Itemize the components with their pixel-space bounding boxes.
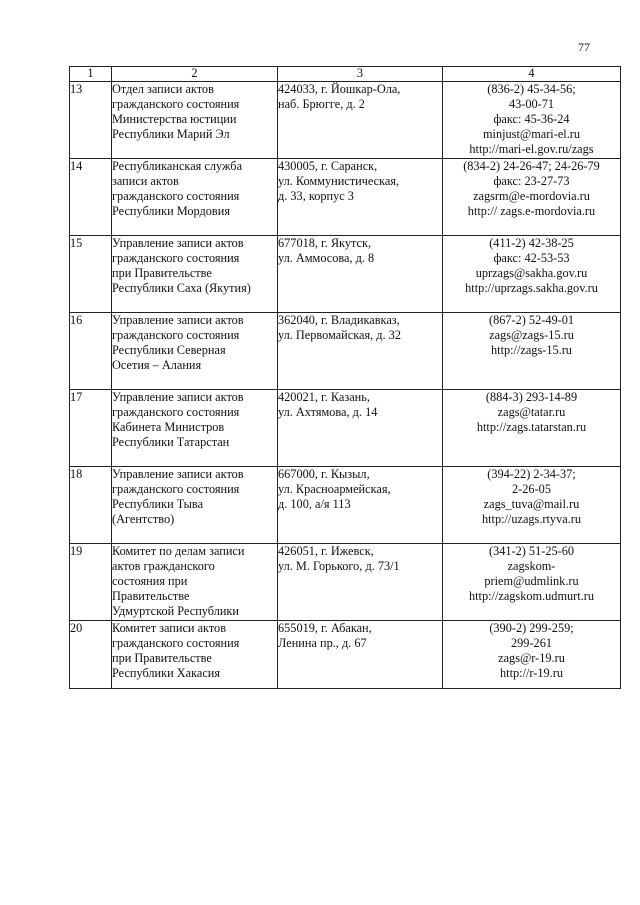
office-name-line: гражданского состояния	[112, 482, 240, 496]
row-number: 20	[70, 621, 112, 689]
contact-line: priem@udmlink.ru	[484, 574, 579, 588]
office-name-line: Республики Северная	[112, 343, 226, 357]
office-name-line: Республики Хакасия	[112, 666, 221, 680]
address-line: 420021, г. Казань,	[278, 390, 370, 404]
office-name-cell	[112, 544, 278, 621]
contact-line: факс: 42-53-53	[493, 251, 570, 265]
office-name-line: Республики Саха (Якутия)	[112, 281, 251, 295]
office-name-line: гражданского состояния	[112, 405, 240, 419]
office-name-cell	[112, 159, 278, 236]
contacts-cell	[443, 621, 621, 689]
office-name-line: Кабинета Министров	[112, 420, 225, 434]
row-number: 16	[70, 313, 112, 390]
office-name-line: Республиканская служба	[112, 159, 243, 173]
office-name-line: Управление записи актов	[112, 236, 244, 250]
table-body	[70, 82, 621, 689]
contact-line: minjust@mari-el.ru	[482, 127, 581, 141]
contact-line: zags@r-19.ru	[498, 651, 565, 665]
contact-line: zags_tuva@mail.ru	[483, 497, 580, 511]
address-cell	[278, 544, 443, 621]
table-row	[70, 82, 621, 159]
office-name-line: (Агентство)	[112, 512, 175, 526]
address-cell	[278, 82, 443, 159]
table-row	[70, 313, 621, 390]
office-name-line: Комитет по делам записи	[112, 544, 245, 558]
address-line: ул. Аммосова, д. 8	[278, 251, 375, 265]
office-name-line: Республики Марий Эл	[112, 127, 230, 141]
contact-line: 299-261	[511, 636, 552, 650]
office-name-line: при Правительстве	[112, 651, 212, 665]
address-cell	[278, 467, 443, 544]
address-line: 426051, г. Ижевск,	[278, 544, 374, 558]
office-name-line: Удмуртской Республики	[112, 604, 239, 618]
office-name-cell	[112, 390, 278, 467]
contacts-cell	[443, 467, 621, 544]
header-col-1: 1	[70, 67, 112, 82]
address-line: ул. М. Горького, д. 73/1	[278, 559, 400, 573]
contact-line: (836-2) 45-34-56;	[487, 82, 576, 96]
contact-line: http://zags-15.ru	[491, 343, 572, 357]
office-name-line: записи актов	[112, 174, 179, 188]
address-line: 362040, г. Владикавказ,	[278, 313, 400, 327]
address-cell	[278, 313, 443, 390]
contacts-cell	[443, 159, 621, 236]
address-line: Ленина пр., д. 67	[278, 636, 367, 650]
office-name-line: Комитет записи актов	[112, 621, 227, 635]
table-row	[70, 621, 621, 689]
address-line: ул. Красноармейская,	[278, 482, 391, 496]
office-name-line: актов гражданского	[112, 559, 215, 573]
office-name-line: Управление записи актов	[112, 390, 244, 404]
office-name-line: гражданского состояния	[112, 97, 240, 111]
address-line: ул. Ахтямова, д. 14	[278, 405, 378, 419]
contact-line: http://zagskom.udmurt.ru	[468, 589, 594, 603]
contacts-cell	[443, 390, 621, 467]
page-number: 77	[578, 40, 590, 54]
office-name-cell	[112, 621, 278, 689]
contact-line: zags@zags-15.ru	[489, 328, 574, 342]
row-number: 19	[70, 544, 112, 621]
address-line: 677018, г. Якутск,	[278, 236, 372, 250]
table-row	[70, 236, 621, 313]
office-name-line: при Правительстве	[112, 266, 212, 280]
office-name-line: Управление записи актов	[112, 467, 244, 481]
contact-line: http://mari-el.gov.ru/zags	[469, 142, 594, 156]
table-row	[70, 544, 621, 621]
row-number: 15	[70, 236, 112, 313]
contact-line: 43-00-71	[508, 97, 555, 111]
contact-line: zagskom-	[507, 559, 556, 573]
office-name-line: Отдел записи актов	[112, 82, 214, 96]
contacts-cell	[443, 313, 621, 390]
address-line: ул. Первомайская, д. 32	[278, 328, 401, 342]
contact-line: (834-2) 24-26-47; 24-26-79	[463, 159, 600, 173]
row-number: 14	[70, 159, 112, 236]
contact-line: (411-2) 42-38-25	[489, 236, 574, 250]
contacts-cell	[443, 236, 621, 313]
office-name-line: гражданского состояния	[112, 636, 240, 650]
contact-line: (867-2) 52-49-01	[488, 313, 575, 327]
address-cell	[278, 390, 443, 467]
address-line: д. 33, корпус 3	[278, 189, 354, 203]
address-cell	[278, 159, 443, 236]
contact-line: http://uprzags.sakha.gov.ru	[465, 281, 598, 295]
office-name-line: Правительстве	[112, 589, 190, 603]
contact-line: http:// zags.e-mordovia.ru	[467, 204, 596, 218]
registry-table	[69, 66, 621, 689]
office-name-line: Республики Мордовия	[112, 204, 230, 218]
office-name-line: Республики Тыва	[112, 497, 204, 511]
address-line: ул. Коммунистическая,	[278, 174, 400, 188]
contact-line: факс: 23-27-73	[493, 174, 570, 188]
contact-line: (390-2) 299-259;	[489, 621, 574, 635]
office-name-line: Осетия – Алания	[112, 358, 202, 372]
office-name-line: гражданского состояния	[112, 189, 240, 203]
row-number: 18	[70, 467, 112, 544]
contact-line: http://uzags.rtyva.ru	[481, 512, 582, 526]
address-line: 424033, г. Йошкар-Ола,	[278, 82, 401, 96]
office-name-line: гражданского состояния	[112, 251, 240, 265]
office-name-line: состояния при	[112, 574, 188, 588]
header-row	[70, 67, 621, 82]
office-name-cell	[112, 467, 278, 544]
contacts-cell	[443, 544, 621, 621]
office-name-cell	[112, 313, 278, 390]
header-col-4: 4	[443, 67, 621, 82]
address-cell	[278, 236, 443, 313]
header-col-3: 3	[278, 67, 443, 82]
office-name-cell	[112, 236, 278, 313]
table-row	[70, 467, 621, 544]
contact-line: (394-22) 2-34-37;	[487, 467, 576, 481]
row-number: 13	[70, 82, 112, 159]
address-line: наб. Брюгге, д. 2	[278, 97, 365, 111]
contact-line: uprzags@sakha.gov.ru	[475, 266, 588, 280]
contact-line: zags@tatar.ru	[497, 405, 566, 419]
office-name-line: Управление записи актов	[112, 313, 244, 327]
contact-line: zagsrm@e-mordovia.ru	[473, 189, 590, 203]
address-cell	[278, 621, 443, 689]
contact-line: http://zags.tatarstan.ru	[476, 420, 587, 434]
office-name-cell	[112, 82, 278, 159]
address-line: д. 100, а/я 113	[278, 497, 351, 511]
address-line: 430005, г. Саранск,	[278, 159, 378, 173]
header-col-2: 2	[112, 67, 278, 82]
office-name-line: Министерства юстиции	[112, 112, 237, 126]
contact-line: (341-2) 51-25-60	[488, 544, 575, 558]
table-row	[70, 390, 621, 467]
office-name-line: гражданского состояния	[112, 328, 240, 342]
contacts-cell	[443, 82, 621, 159]
table-row	[70, 159, 621, 236]
contact-line: факс: 45-36-24	[493, 112, 570, 126]
address-line: 655019, г. Абакан,	[278, 621, 372, 635]
contact-line: 2-26-05	[512, 482, 551, 496]
contact-line: (884-3) 293-14-89	[485, 390, 578, 404]
contact-line: http://r-19.ru	[500, 666, 563, 680]
address-line: 667000, г. Кызыл,	[278, 467, 370, 481]
office-name-line: Республики Татарстан	[112, 435, 230, 449]
row-number: 17	[70, 390, 112, 467]
